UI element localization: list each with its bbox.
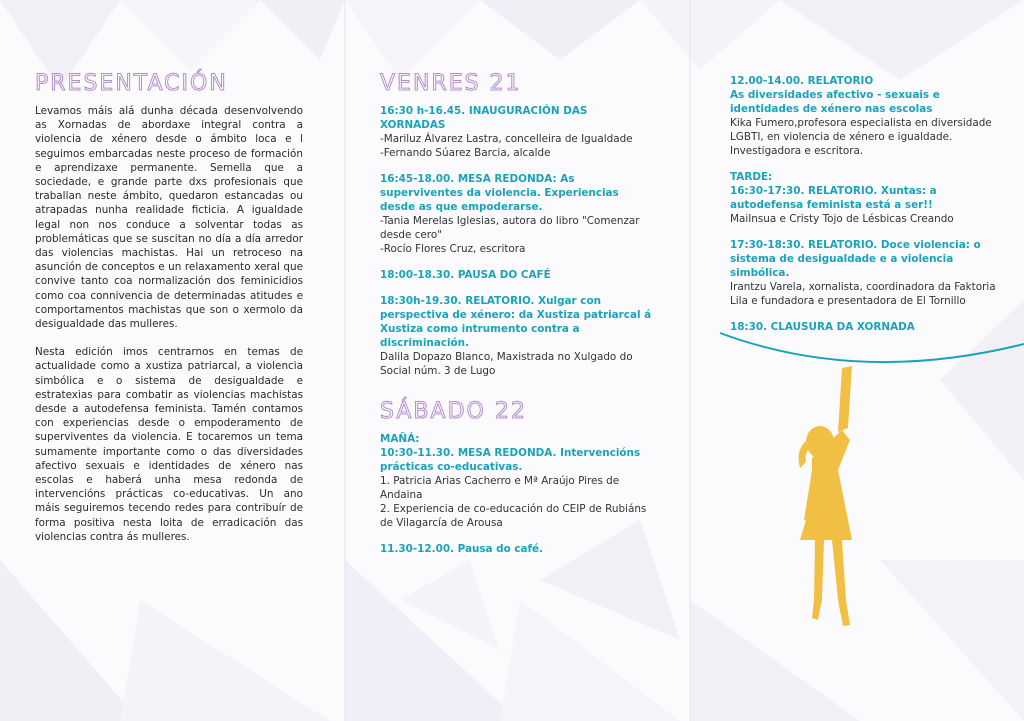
friday-event-title: 18:00-18.30. PAUSA DO CAFÉ (380, 269, 551, 281)
friday-event (380, 294, 652, 378)
friday-heading: VENRES 21 (380, 71, 522, 96)
friday-event-detail: -Rocío Flores Cruz, escritora (380, 243, 526, 255)
saturday-event (380, 542, 652, 556)
continued-event (730, 320, 1002, 334)
friday-event-title: 18:30h-19.30. RELATORIO. Xulgar con perspectiva de xénero: da Xustiza patriarcal á Xustiza como intrumento contra a discriminación. (380, 295, 652, 349)
saturday-event-detail: 2. Experiencia de co-educación do CEIP de Rubiáns de Vilagarcía de Arousa (380, 503, 647, 529)
friday-event (380, 268, 652, 282)
presentation-column (35, 70, 303, 544)
friday-event-detail: -Tania Merelas Iglesias, autora do libro "Comenzar desde cero" (380, 215, 640, 241)
friday-event-title: 16:45-18.00. MESA REDONDA: As superviventes da violencia. Experiencias desde as que empoderarse. (380, 173, 619, 213)
continued-event-title: 17:30-18:30. RELATORIO. Doce violencia: o sistema de desigualdade e a violencia simbólica. (730, 239, 981, 279)
program-continued-column (730, 74, 1002, 346)
saturday-event-title: 11.30-12.00. Pausa do café. (380, 543, 544, 555)
saturday-subheading: MAÑÁ: (380, 433, 420, 445)
saturday-event (380, 446, 652, 530)
friday-event-detail: -Fernando Súarez Barcia, alcalde (380, 147, 551, 159)
continued-event (730, 74, 1002, 158)
program-column (380, 70, 652, 568)
saturday-event-list (380, 446, 652, 556)
friday-event-title: 16:30 h-16.45. INAUGURACIÓN DAS XORNADAS (380, 105, 588, 131)
saturday-event-detail: 1. Patricia Arias Cacherro e Mª Araújo Pires de Andaina (380, 475, 620, 501)
friday-event (380, 172, 652, 256)
friday-event (380, 104, 652, 160)
saturday-event-title: 10:30-11.30. MESA REDONDA. Intervencións prácticas co-educativas. (380, 447, 641, 473)
continued-event-title: TARDE: 16:30-17:30. RELATORIO. Xuntas: a autodefensa feminista está a ser!! (730, 171, 937, 211)
continued-event-detail: MaiInsua e Cristy Tojo de Lésbicas Creando (730, 213, 954, 225)
presentation-heading: PRESENTACIÓN (35, 71, 228, 96)
continued-event (730, 170, 1002, 226)
friday-event-list (380, 104, 652, 378)
friday-event-detail: Dalila Dopazo Blanco, Maxistrada no Xulgado do Social núm. 3 de Lugo (380, 351, 633, 377)
friday-event-detail: -Mariluz Álvarez Lastra, concelleira de Igualdade (380, 133, 633, 145)
continued-event-title: 12.00-14.00. RELATORIO As diversidades afectivo - sexuais e identidades de xénero nas escolas (730, 75, 940, 115)
continued-event-detail: Irantzu Varela, xornalista, coordinadora da Faktoria Lila e fundadora e presentadora de El Tornillo (730, 281, 996, 307)
presentation-paragraph-2: Nesta edición imos centrarnos en temas de actualidade como a xustiza patriarcal, a violencia simbólica e o sistema de desigualdade e estratexias para combatir as violencias machistas desde a autodefensa feminista. Tamén contamos con experiencias desde o empoderamento de superviventes da violencia. E tocaremos un tema sumamente importante como o das diversidades afectivo sexuais e identidades de xénero nas escolas e haberá unha mesa redonda de intervencións prácticas co-educativas. Un ano máis seguiremos tecendo redes para contribuír de forma positiva nesta loita de erradicación das violencias contra ás mulleres. (35, 346, 303, 543)
continued-event-list (730, 74, 1002, 334)
continued-event (730, 238, 1002, 308)
saturday-heading: SÁBADO 22 (380, 399, 527, 424)
continued-event-detail: Kika Fumero,profesora especialista en diversidade LGBTI, en violencia de xénero e igualdade. Investigadora e escritora. (730, 117, 992, 157)
continued-event-title: 18:30. CLAUSURA DA XORNADA (730, 321, 915, 333)
presentation-paragraph-1: Levamos máis alá dunha década desenvolvendo as Xornadas de abordaxe integral contra a violencia de xénero desde o ámbito loca e l seguimos embarcadas neste proceso de formación e aprendizaxe permanente. Semella que a sociedade, e grande parte dxs profesionais que traballan neste ámbito, quedaron estancadas ou atrapadas nunha realidade ficticia. A igualdade legal non nos conduce a solventar todas as problemáticas que se suscitan no día a día arredor das violencias machistas. Hai un retroceso na asunción de conceptos e un relaxamento xeral que convive tanto coa normalización dos feminicidios como coa connivencia de determinadas atitudes e comportamentos machistas que son o xermolo da desigualdade das mulleres. (35, 105, 303, 331)
